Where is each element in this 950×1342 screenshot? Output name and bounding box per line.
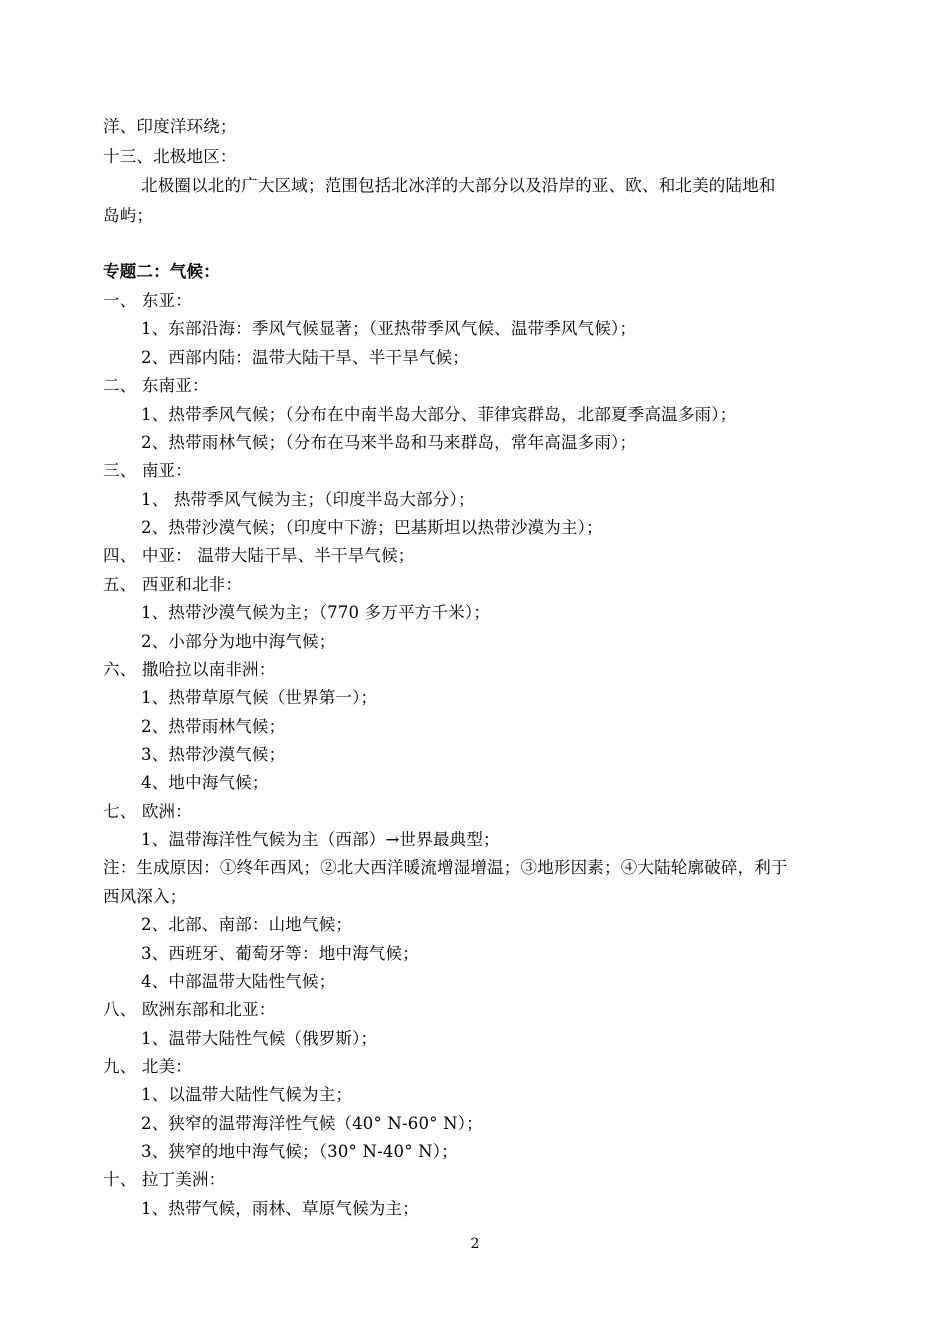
list-item: 2、北部、南部：山地气候； bbox=[141, 915, 353, 934]
list-item: 1、温带海洋性气候为主（西部）→世界最典型； bbox=[141, 830, 500, 849]
list-item: 1、 热带季风气候为主；（印度半岛大部分）； bbox=[141, 490, 475, 509]
list-item: 2、西部内陆：温带大陆干旱、半干旱气候； bbox=[141, 348, 469, 367]
section-heading: 七、 欧洲： bbox=[103, 802, 192, 821]
list-item: 1、热带气候，雨林、草原气候为主； bbox=[141, 1199, 419, 1218]
section-heading: 一、 东亚： bbox=[103, 291, 192, 310]
text-line: 岛屿； bbox=[103, 206, 154, 225]
section-heading: 八、 欧洲东部和北亚： bbox=[103, 1000, 276, 1019]
section-heading: 四、 中亚： 温带大陆干旱、半干旱气候； bbox=[103, 546, 415, 565]
note-line: 西风深入； bbox=[103, 887, 187, 906]
list-item: 2、小部分为地中海气候； bbox=[141, 632, 336, 651]
list-item: 3、热带沙漠气候； bbox=[141, 745, 286, 764]
section-heading: 二、 东南亚： bbox=[103, 376, 209, 395]
note-line: 注：生成原因：①终年西风；②北大西洋暖流增湿增温；③地形因素；④大陆轮廓破碎，利于 bbox=[103, 858, 788, 877]
topic-title: 专题二：气候： bbox=[103, 262, 220, 281]
list-item: 4、地中海气候； bbox=[141, 773, 269, 792]
list-item: 1、热带季风气候；（分布在中南半岛大部分、菲律宾群岛，北部夏季高温多雨）； bbox=[141, 405, 737, 424]
list-item: 4、中部温带大陆性气候； bbox=[141, 972, 336, 991]
section-heading: 十三、北极地区： bbox=[103, 147, 237, 166]
section-heading: 九、 北美： bbox=[103, 1057, 192, 1076]
list-item: 2、热带雨林气候；（分布在马来半岛和马来群岛，常年高温多雨）； bbox=[141, 433, 637, 452]
list-item: 2、狭窄的温带海洋性气候（40° N-60° N）； bbox=[141, 1114, 483, 1133]
list-item: 1、温带大陆性气候（俄罗斯）； bbox=[141, 1029, 378, 1048]
section-heading: 三、 南亚： bbox=[103, 461, 192, 480]
text-line: 洋、印度洋环绕； bbox=[103, 117, 237, 136]
list-item: 1、热带草原气候（世界第一）； bbox=[141, 688, 378, 707]
list-item: 2、热带沙漠气候；（印度中下游；巴基斯坦以热带沙漠为主）； bbox=[141, 518, 603, 537]
page-number: 2 bbox=[470, 1236, 480, 1252]
list-item: 3、狭窄的地中海气候；（30° N-40° N）； bbox=[141, 1142, 458, 1161]
list-item: 1、热带沙漠气候为主；（770 多万平方千米）； bbox=[141, 603, 491, 622]
list-item: 1、东部沿海：季风气候显著；（亚热带季风气候、温带季风气候）； bbox=[141, 319, 637, 338]
section-heading: 五、 西亚和北非： bbox=[103, 575, 243, 594]
text-line: 北极圈以北的广大区域；范围包括北冰洋的大部分以及沿岸的亚、欧、和北美的陆地和 bbox=[141, 176, 776, 195]
section-heading: 六、 撒哈拉以南非洲： bbox=[103, 660, 276, 679]
list-item: 3、西班牙、葡萄牙等：地中海气候； bbox=[141, 944, 419, 963]
section-heading: 十、 拉丁美洲： bbox=[103, 1170, 226, 1189]
list-item: 2、热带雨林气候； bbox=[141, 717, 286, 736]
list-item: 1、以温带大陆性气候为主； bbox=[141, 1085, 353, 1104]
